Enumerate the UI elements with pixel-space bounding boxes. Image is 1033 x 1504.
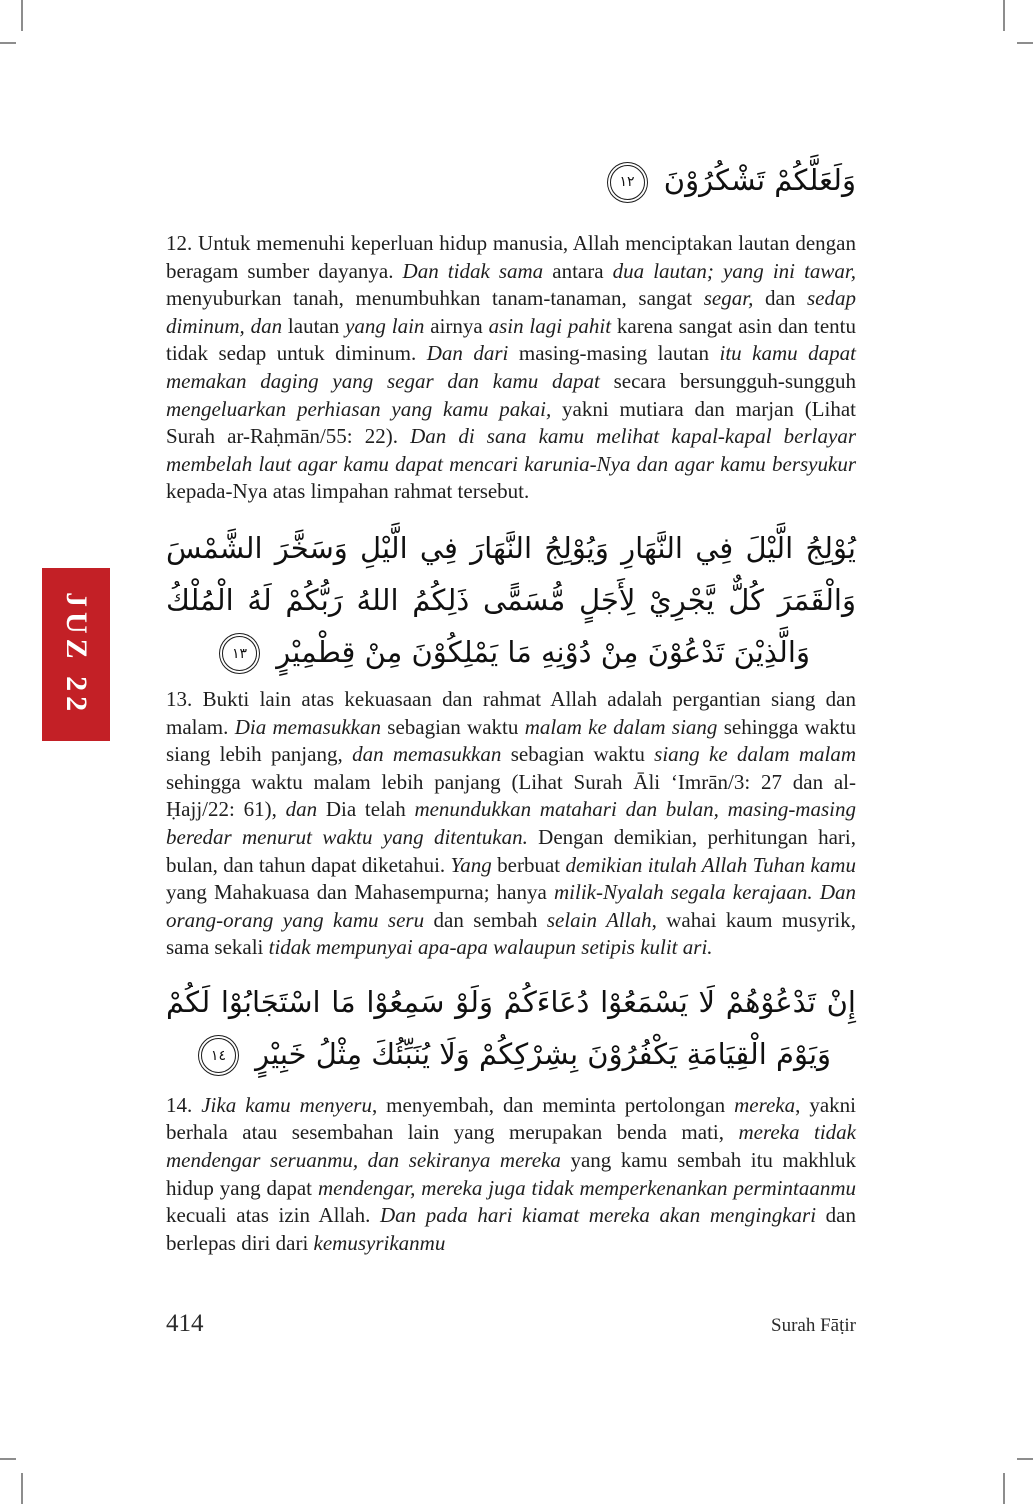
text-segment: siang ke dalam malam [654,742,856,767]
text-segment: sebagian waktu [387,714,525,739]
crop-mark-top-right-vertical [1003,0,1005,31]
surah-title: Surah Fāṭir [771,1315,856,1336]
page-footer [166,1310,856,1338]
arabic-verse-14-text: إِنْ تَدْعُوْهُمْ لَا يَسْمَعُوْا دُعَاءَكُمْ وَلَوْ سَمِعُوْا مَا اسْتَجَابُوْا لَكُمْ وَيَوْمَ الْقِيَامَةِ يَكْفُرُوْنَ بِشِرْكِكُمْ وَلَا يُنَبِّئُكَ مِثْلُ خَبِيْرٍ [166,984,856,1071]
arabic-verse-14-block [166,976,856,1080]
crop-mark-bottom-right-horizontal [1017,1458,1033,1460]
text-segment: berbuat [497,852,566,877]
text-segment: , wahai kaum musyrik, sama sekali [166,907,856,960]
text-segment: menyuburkan tanah, menumbuhkan tanam-tanaman, sangat [166,286,704,311]
text-segment: Dan di sana kamu melihat kapal-kapal berlayar membelah laut agar kamu dapat mencari karunia-Nya dan agar kamu bersyukur [166,424,856,476]
text-segment: , menyembah, dan meminta pertolongan [371,1092,735,1117]
text-segment: asin lagi pahit [488,313,617,338]
text-segment: lautan [287,313,346,338]
text-segment: selain Allah [546,907,652,932]
text-segment: mereka [734,1092,796,1117]
crop-mark-top-right-horizontal [1017,42,1033,44]
text-segment: antara [552,258,613,283]
crop-mark-top-left-horizontal [0,42,16,44]
crop-mark-bottom-right-vertical [1003,1473,1005,1504]
text-segment: kemusyrikanmu [313,1230,446,1255]
text-segment: dan berlepas diri dari [166,1203,856,1255]
translation-paragraph-13 [166,686,856,962]
text-segment: 13. Bukti lain atas kekuasaan dan rahmat Allah adalah pergantian siang dan malam. [166,686,856,739]
text-segment: yang lain [345,313,431,338]
arabic-verse-12-text: وَلَعَلَّكُمْ تَشْكُرُوْنَ [663,163,856,197]
arabic-verse-13-text: يُوْلِجُ الَّيْلَ فِي النَّهَارِ وَيُوْلِجُ النَّهَارَ فِي الَّيْلِ وَسَخَّرَ الشَّمْسَ وَالْقَمَرَ كُلٌّ يَّجْرِيْ لِأَجَلٍ مُّسَمًّى ذَلِكُمُ اللهُ رَبُّكُمْ لَهُ الْمُلْكُ وَالَّذِيْنَ تَدْعُوْنَ مِنْ دُوْنِهِ مَا يَمْلِكُوْنَ مِنْ قِطْمِيْرٍ [166,530,856,669]
crop-mark-top-left-vertical [21,0,23,31]
text-segment: dan [765,286,807,311]
text-segment: itu kamu dapat memakan daging yang segar dan kamu dapat [166,341,856,393]
text-segment: airnya [430,313,489,338]
text-segment: dan [285,797,326,822]
text-segment: karena sangat asin dan tentu tidak sedap untuk diminum. [166,313,857,366]
text-segment: Dia memasukkan [234,714,388,739]
text-segment: sedap diminum, dan [166,286,856,338]
text-segment: sehingga waktu siang lebih panjang, [166,714,856,767]
text-segment: dan memasukkan [352,742,511,767]
arabic-verse-13-block [166,522,856,678]
crop-mark-bottom-left-horizontal [0,1458,16,1460]
text-segment: Dan dari [426,341,519,366]
page-number: 414 [166,1310,204,1337]
juz-tab-label: JUZ 22 [60,592,93,717]
text-segment: masing-masing lautan [518,341,720,366]
crop-mark-bottom-left-vertical [21,1473,23,1504]
text-segment: 12. Untuk memenuhi keperluan hidup manusia, Allah menciptakan lautan dengan beragam sumber dayanya. [166,231,856,283]
text-segment: dua lautan; yang ini tawar, [612,258,857,283]
text-segment: sebagian waktu [510,742,655,767]
text-segment: , yakni berhala atau sesembahan lain yang merupakan benda mati, [166,1092,856,1145]
ayah-12-marker: ١٢ [610,165,645,200]
arabic-verse-12-end-line [166,152,856,208]
text-segment: kecuali atas izin Allah. [166,1203,380,1228]
page-content [166,0,856,1257]
text-segment: kepada-Nya atas limpahan rahmat tersebut. [166,479,530,504]
text-segment: Dan tidak sama [402,258,553,283]
text-segment: mengeluarkan perhiasan yang kamu pakai, [166,396,563,421]
text-segment: segar, [703,286,765,311]
text-segment: demikian itulah Allah Tuhan kamu [565,852,856,877]
text-segment: Dan pada hari kiamat mereka akan mengingkari [380,1203,826,1228]
text-segment: menundukkan matahari dan bulan, masing-masing beredar menurut waktu yang ditentukan. [166,797,856,849]
text-segment: Dengan demikian, perhitungan hari, bulan, dan tahun dapat diketahui. [166,824,857,877]
text-segment: yang Mahakuasa dan Mahasempurna; hanya [166,880,554,905]
text-segment: mendengar, mereka juga tidak memperkenankan permintaanmu [317,1175,856,1200]
text-segment: 14. [166,1092,202,1117]
text-segment: yakni mutiara dan marjan (Lihat Surah ar-Raḥmān/55: 22). [166,396,857,449]
text-segment: sehingga waktu malam lebih panjang (Lihat Surah Āli ‘Imrān/3: 27 dan al-Ḥajj/22: 61), [166,769,856,822]
text-segment: Dia telah [325,797,415,822]
text-segment: yang kamu sembah itu makhluk hidup yang dapat [166,1148,856,1200]
text-segment: Jika kamu menyeru [201,1092,372,1117]
translation-paragraph-14 [166,1092,856,1258]
text-segment: mereka tidak mendengar seruanmu, dan sekiranya mereka [166,1120,857,1173]
ayah-14-marker: ١٤ [201,1038,236,1073]
text-segment: secara bersungguh-sungguh [613,368,856,393]
text-segment: milik-Nyalah segala kerajaan. Dan orang-orang yang kamu seru [166,880,856,932]
text-segment: Yang [450,852,498,877]
translation-paragraph-12 [166,230,856,506]
text-segment: dan sembah [433,907,547,932]
juz-tab [42,568,110,741]
text-segment: malam ke dalam siang [524,714,724,739]
ayah-13-marker: ١٣ [222,636,257,671]
text-segment: tidak mempunyai apa-apa walaupun setipis kulit ari. [268,935,713,960]
